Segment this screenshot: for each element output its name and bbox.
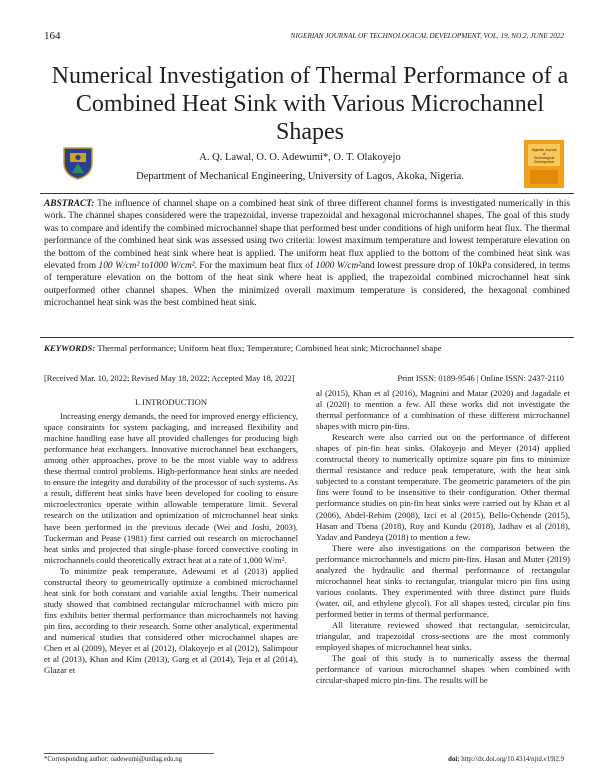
cover-text: of bbox=[542, 152, 546, 156]
column-right bbox=[316, 388, 570, 686]
keywords-text: Thermal performance; Uniform heat flux; Temperature; Combined heat sink; Microchannel shape bbox=[95, 343, 442, 353]
authors: A. Q. Lawal, O. O. Adewumi*, O. T. Olakoyejo bbox=[199, 152, 401, 163]
doi-label: doi: bbox=[448, 756, 460, 763]
abstract bbox=[44, 198, 570, 310]
issn-info: Print ISSN: 0189-9546 | Online ISSN: 2437-2110 bbox=[397, 374, 564, 383]
title-line: Combined Heat Sink with Various Microchannel bbox=[75, 91, 545, 117]
cover-text: Technological bbox=[533, 156, 555, 160]
abstract-text: . For the maximum heat flux of bbox=[194, 261, 316, 272]
column-left bbox=[44, 397, 298, 676]
footnote-divider bbox=[44, 753, 214, 754]
heat-flux-value: 100 W/cm² bbox=[98, 261, 140, 272]
abstract-text: The influence of channel shape on a combined heat sink of three different channel forms is investigated numerically in this work. The channel shapes considered were the trapezoidal, inverse trapezoidal and hexagonal microchannel shapes. The goal of this study was to compare and identify the combined microchannel shape that performed best under conditions of high uniform heat flux. The thermal performance of the combined heat sink was assessed using two criteria: lowest maximum temperature and lowest temperature elevation on the bottom of the combined heat sink where heat is applied. The uniform heat flux applied to the bottom of the combined heat sink was elevated from bbox=[44, 199, 570, 272]
paragraph: Increasing energy demands, the need for improved energy efficiency, space constraints for system packaging, and increased flexibility and machine handling ease have all provided challenges for producing high performance heat exchangers. Innovative microchannel heat exchangers, among other approaches, prove to be the most viable way to address these thermal control problems. High-performance heat sinks are needed to ensure the integrity and durability of the processor of such systems. As a result, different heat sinks have been developed for cooling to ensure microelectronics operate within allowable temperature limit. Several research on the utilization and optimization of microchannel heat sinks have been performed in the previous decade (Wei and Joshi, 2003). Tuckerman and Pease (1981) first carried out research on microchannel heat sinks and projected that single-phase forced convective cooling in microchannels could theoretically extract heat at a rate of 1,000 W/m². bbox=[44, 411, 298, 565]
submission-dates: [Received Mar. 10, 2022; Revised May 18, 2022; Accepted May 18, 2022] bbox=[44, 374, 295, 383]
abstract-text: and lowest pressure drop of 10kPa considered, in terms of temperature elevation on the bottom of the heat sink where heat is applied, the trapezoidal combined microchannel heat sink outperformed other channel shapes. When the minimized overall maximum temperature is considered, the hexagonal combined microchannel heat sink was the best combined heat sink. bbox=[44, 261, 571, 309]
cover-text: Development bbox=[534, 160, 554, 164]
paragraph: To minimize peak temperature, Adewumi et al (2013) applied constructal theory to geometrically optimize a combined microchannel heat sink for both constant and variable axial lengths. Their numerical study showed that combined rectangular microchannel with micro pin fins exhibits better thermal performance than microchannels not having pin fins, according to their research. Some other analytical, experimental and numerical studies that considered other microchannel shapes are Chen et al (2009), Meyer et al (2012), Olakoyejo et al (2012), Salimpour et al (2013), Khan and Kim (2013), Garg et al (2014), Teja et al (2014), Glazar et bbox=[44, 565, 298, 676]
paper-title bbox=[40, 62, 580, 146]
paragraph: al (2015), Khan et al (2016), Magnini and Matar (2020) and Jagadale et al (2020) to mention a few. All these works did not investigate the thermal performance of a combination of these different microchannel shapes with micro pin-fins. bbox=[316, 388, 570, 432]
paragraph: Research were also carried out on the performance of different shapes of pin-fin heat sinks. Olakoyejo and Meyer (2014) applied constructal theory to numerically optimize square pin fins to minimize thermal resistance and reduce peak temperature, with the heat sink subjected to a constant temperature. The geometric parameters of the pin fins were found to be insensitive to their configuration. Other thermal performance studies on pin-fin heat sinks were carried out by Khan et al (2006), Abdel-Rehim (2008), Izci et al (2015), Bello-Ochende (2015), Hasan and Tbena (2018), Roy and Kundu (2018), Jadhav et al (2018), Yadav and Pandeya (2018) to mention a few. bbox=[316, 432, 570, 542]
keywords-label: KEYWORDS: bbox=[44, 343, 96, 353]
page-number: 164 bbox=[44, 30, 61, 42]
doi-url[interactable]: http://dx.doi.org/10.4314/njtd.v19i2.9 bbox=[459, 756, 564, 763]
heat-flux-value: 1000 W/cm² bbox=[149, 261, 195, 272]
section-heading: I. INTRODUCTION bbox=[134, 397, 208, 407]
paragraph: The goal of this study is to numerically assess the thermal performance of various microchannel shapes when combined with circular-shaped micro pin-fins. The results will be bbox=[316, 653, 570, 686]
paragraph: All literature reviewed showed that rectangular, semicircular, triangular, and trapezoidal cross-sections are the most commonly employed shapes of microchannel heat sinks. bbox=[316, 619, 570, 653]
paragraph: There were also investigations on the comparison between the performance microchannels and micro pin-fins. Hasan and Muter (2019) analyzed the hydraulic and thermal performance of rectangular microchannel heat sinks to rectangular, triangular micro pin fins using various coolants. They experimented with three distinct pure fluids (water, oil, and ethylene glycol). For all shapes tested, circular pin fins performed better in terms of thermal performance. bbox=[316, 542, 570, 619]
title-line: Numerical Investigation of Thermal Performance of a bbox=[51, 63, 569, 89]
divider bbox=[40, 337, 574, 338]
keywords bbox=[44, 343, 570, 353]
abstract-label: ABSTRACT: bbox=[44, 199, 95, 209]
title-line: Shapes bbox=[276, 119, 344, 145]
affiliation: Department of Mechanical Engineering, University of Lagos, Akoka, Nigeria. bbox=[136, 171, 464, 182]
heat-flux-value: 1000 W/cm² bbox=[315, 261, 362, 272]
abstract-text: to bbox=[139, 261, 150, 272]
journal-header: NIGERIAN JOURNAL OF TECHNOLOGICAL DEVELOPMENT, VOL. 19, NO.2, JUNE 2022 bbox=[290, 32, 564, 40]
doi-link[interactable] bbox=[448, 756, 564, 763]
corresponding-author-footnote: *Corresponding author: oadewumi@unilag.edu.ng bbox=[44, 756, 183, 763]
divider bbox=[40, 193, 574, 194]
cover-text: Nigerian Journal bbox=[531, 148, 557, 152]
